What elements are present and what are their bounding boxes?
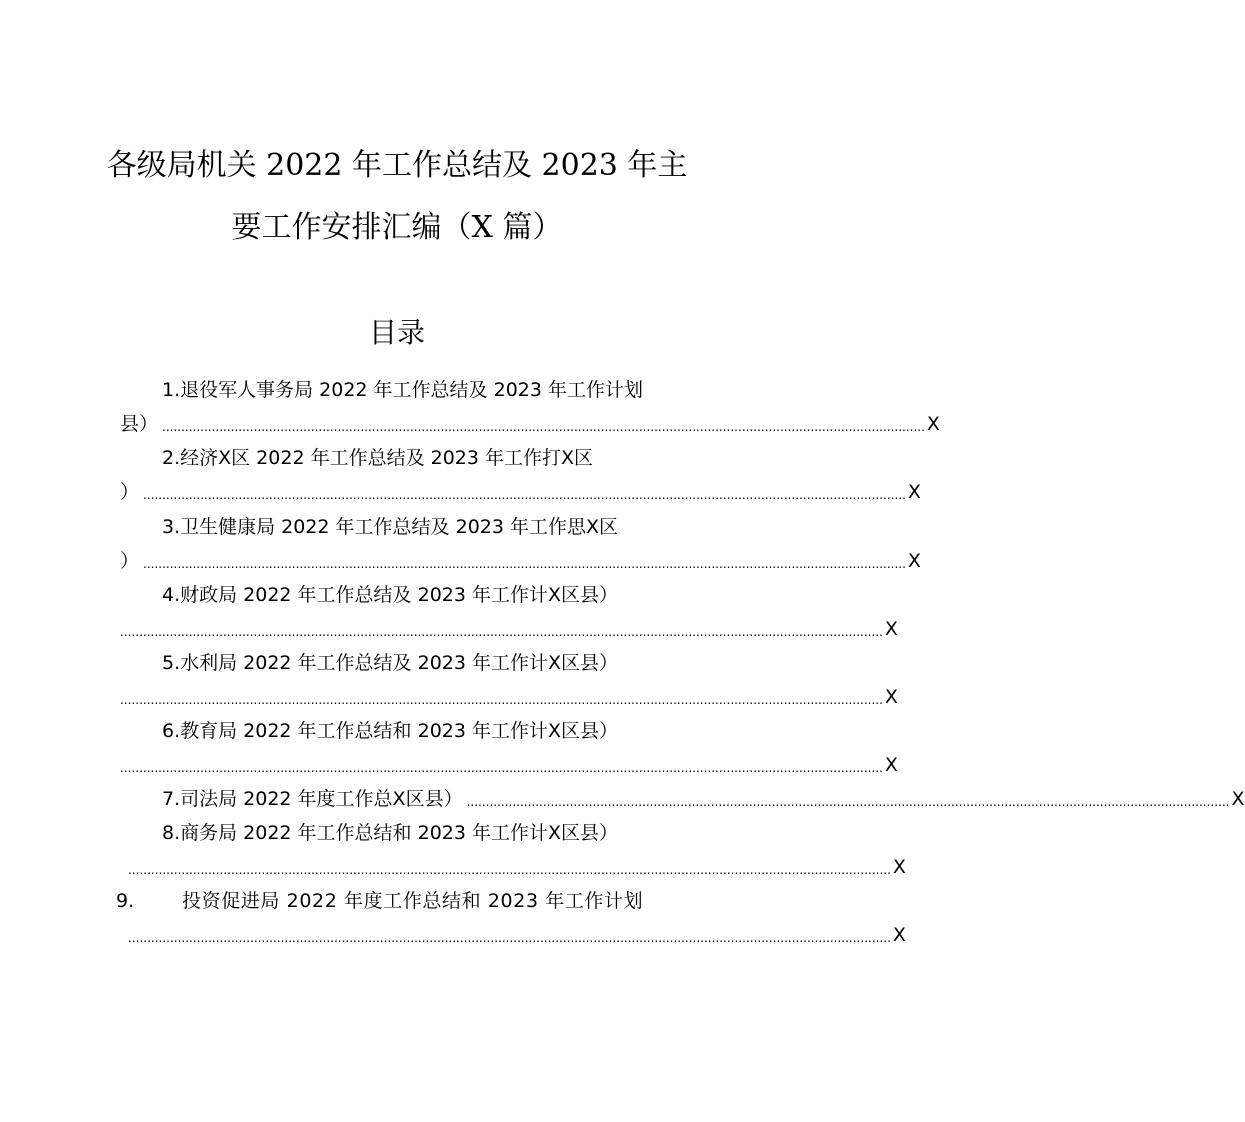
dot-leader: ........................................................................................................................................................................................................	[128, 863, 891, 877]
toc-entry-3-title[interactable]: 3.卫生健康局 2022 年工作总结及 2023 年工作思X区	[162, 516, 619, 538]
toc-entry-9-page: X	[892, 924, 906, 946]
dot-leader: ........................................................................................................................................................................................................	[466, 795, 1230, 809]
toc-entry-3-page: X	[907, 550, 921, 572]
dot-leader: ........................................................................................................................................................................................................	[143, 488, 906, 502]
toc-entry-1-leader[interactable]	[120, 412, 940, 436]
toc-entry-8-title[interactable]: 8.商务局 2022 年工作总结和 2023 年工作计X区县）	[162, 822, 619, 844]
toc-entry-5-title[interactable]: 5.水利局 2022 年工作总结及 2023 年工作计X区县）	[162, 652, 619, 674]
dot-leader: ........................................................................................................................................................................................................	[143, 557, 906, 571]
toc-entry-1-page: X	[926, 413, 940, 435]
document-title-line-1: 各级局机关 2022 年工作总结及 2023 年主	[106, 148, 688, 183]
dot-leader: ........................................................................................................................................................................................................	[120, 761, 883, 775]
toc-entry-7-title: 7.司法局 2022 年度工作总X区县）	[162, 788, 463, 810]
toc-entry-9-number: 9.	[116, 890, 135, 912]
toc-entry-9-leader[interactable]	[128, 923, 906, 947]
toc-entry-5-page: X	[884, 686, 898, 708]
document-title-line-2: 要工作安排汇编（X 篇）	[231, 210, 563, 245]
toc-entry-1-cont: 县）	[120, 413, 159, 435]
toc-entry-6-page: X	[884, 754, 898, 776]
dot-leader: ........................................................................................................................................................................................................	[128, 931, 891, 945]
toc-heading: 目录	[368, 316, 425, 349]
dot-leader: ........................................................................................................................................................................................................	[120, 693, 883, 707]
toc-entry-2-title[interactable]: 2.经济X区 2022 年工作总结及 2023 年工作打X区	[162, 447, 594, 469]
toc-entry-8-leader[interactable]	[128, 855, 906, 879]
toc-entry-9-title[interactable]: 投资促进局 2022 年度工作总结和 2023 年工作计划	[182, 890, 644, 912]
toc-entry-2-cont: ）	[120, 481, 140, 503]
toc-entry-1-title[interactable]: 1.退役军人事务局 2022 年工作总结及 2023 年工作计划	[162, 379, 643, 401]
toc-entry-3-leader[interactable]	[120, 549, 921, 573]
toc-entry-7-leader[interactable]	[162, 787, 1245, 811]
toc-entry-3-cont: ）	[120, 550, 140, 572]
dot-leader: ........................................................................................................................................................................................................	[120, 625, 883, 639]
dot-leader: ........................................................................................................................................................................................................	[162, 420, 925, 434]
toc-entry-7-page: X	[1231, 788, 1245, 810]
toc-entry-8-page: X	[892, 856, 906, 878]
toc-entry-2-page: X	[907, 481, 921, 503]
toc-entry-6-leader[interactable]	[120, 753, 898, 777]
toc-entry-4-page: X	[884, 618, 898, 640]
toc-entry-5-leader[interactable]	[120, 685, 898, 709]
toc-entry-4-leader[interactable]	[120, 617, 898, 641]
toc-entry-4-title[interactable]: 4.财政局 2022 年工作总结及 2023 年工作计X区县）	[162, 584, 619, 606]
toc-entry-2-leader[interactable]	[120, 480, 921, 504]
toc-entry-6-title[interactable]: 6.教育局 2022 年工作总结和 2023 年工作计X区县）	[162, 720, 619, 742]
